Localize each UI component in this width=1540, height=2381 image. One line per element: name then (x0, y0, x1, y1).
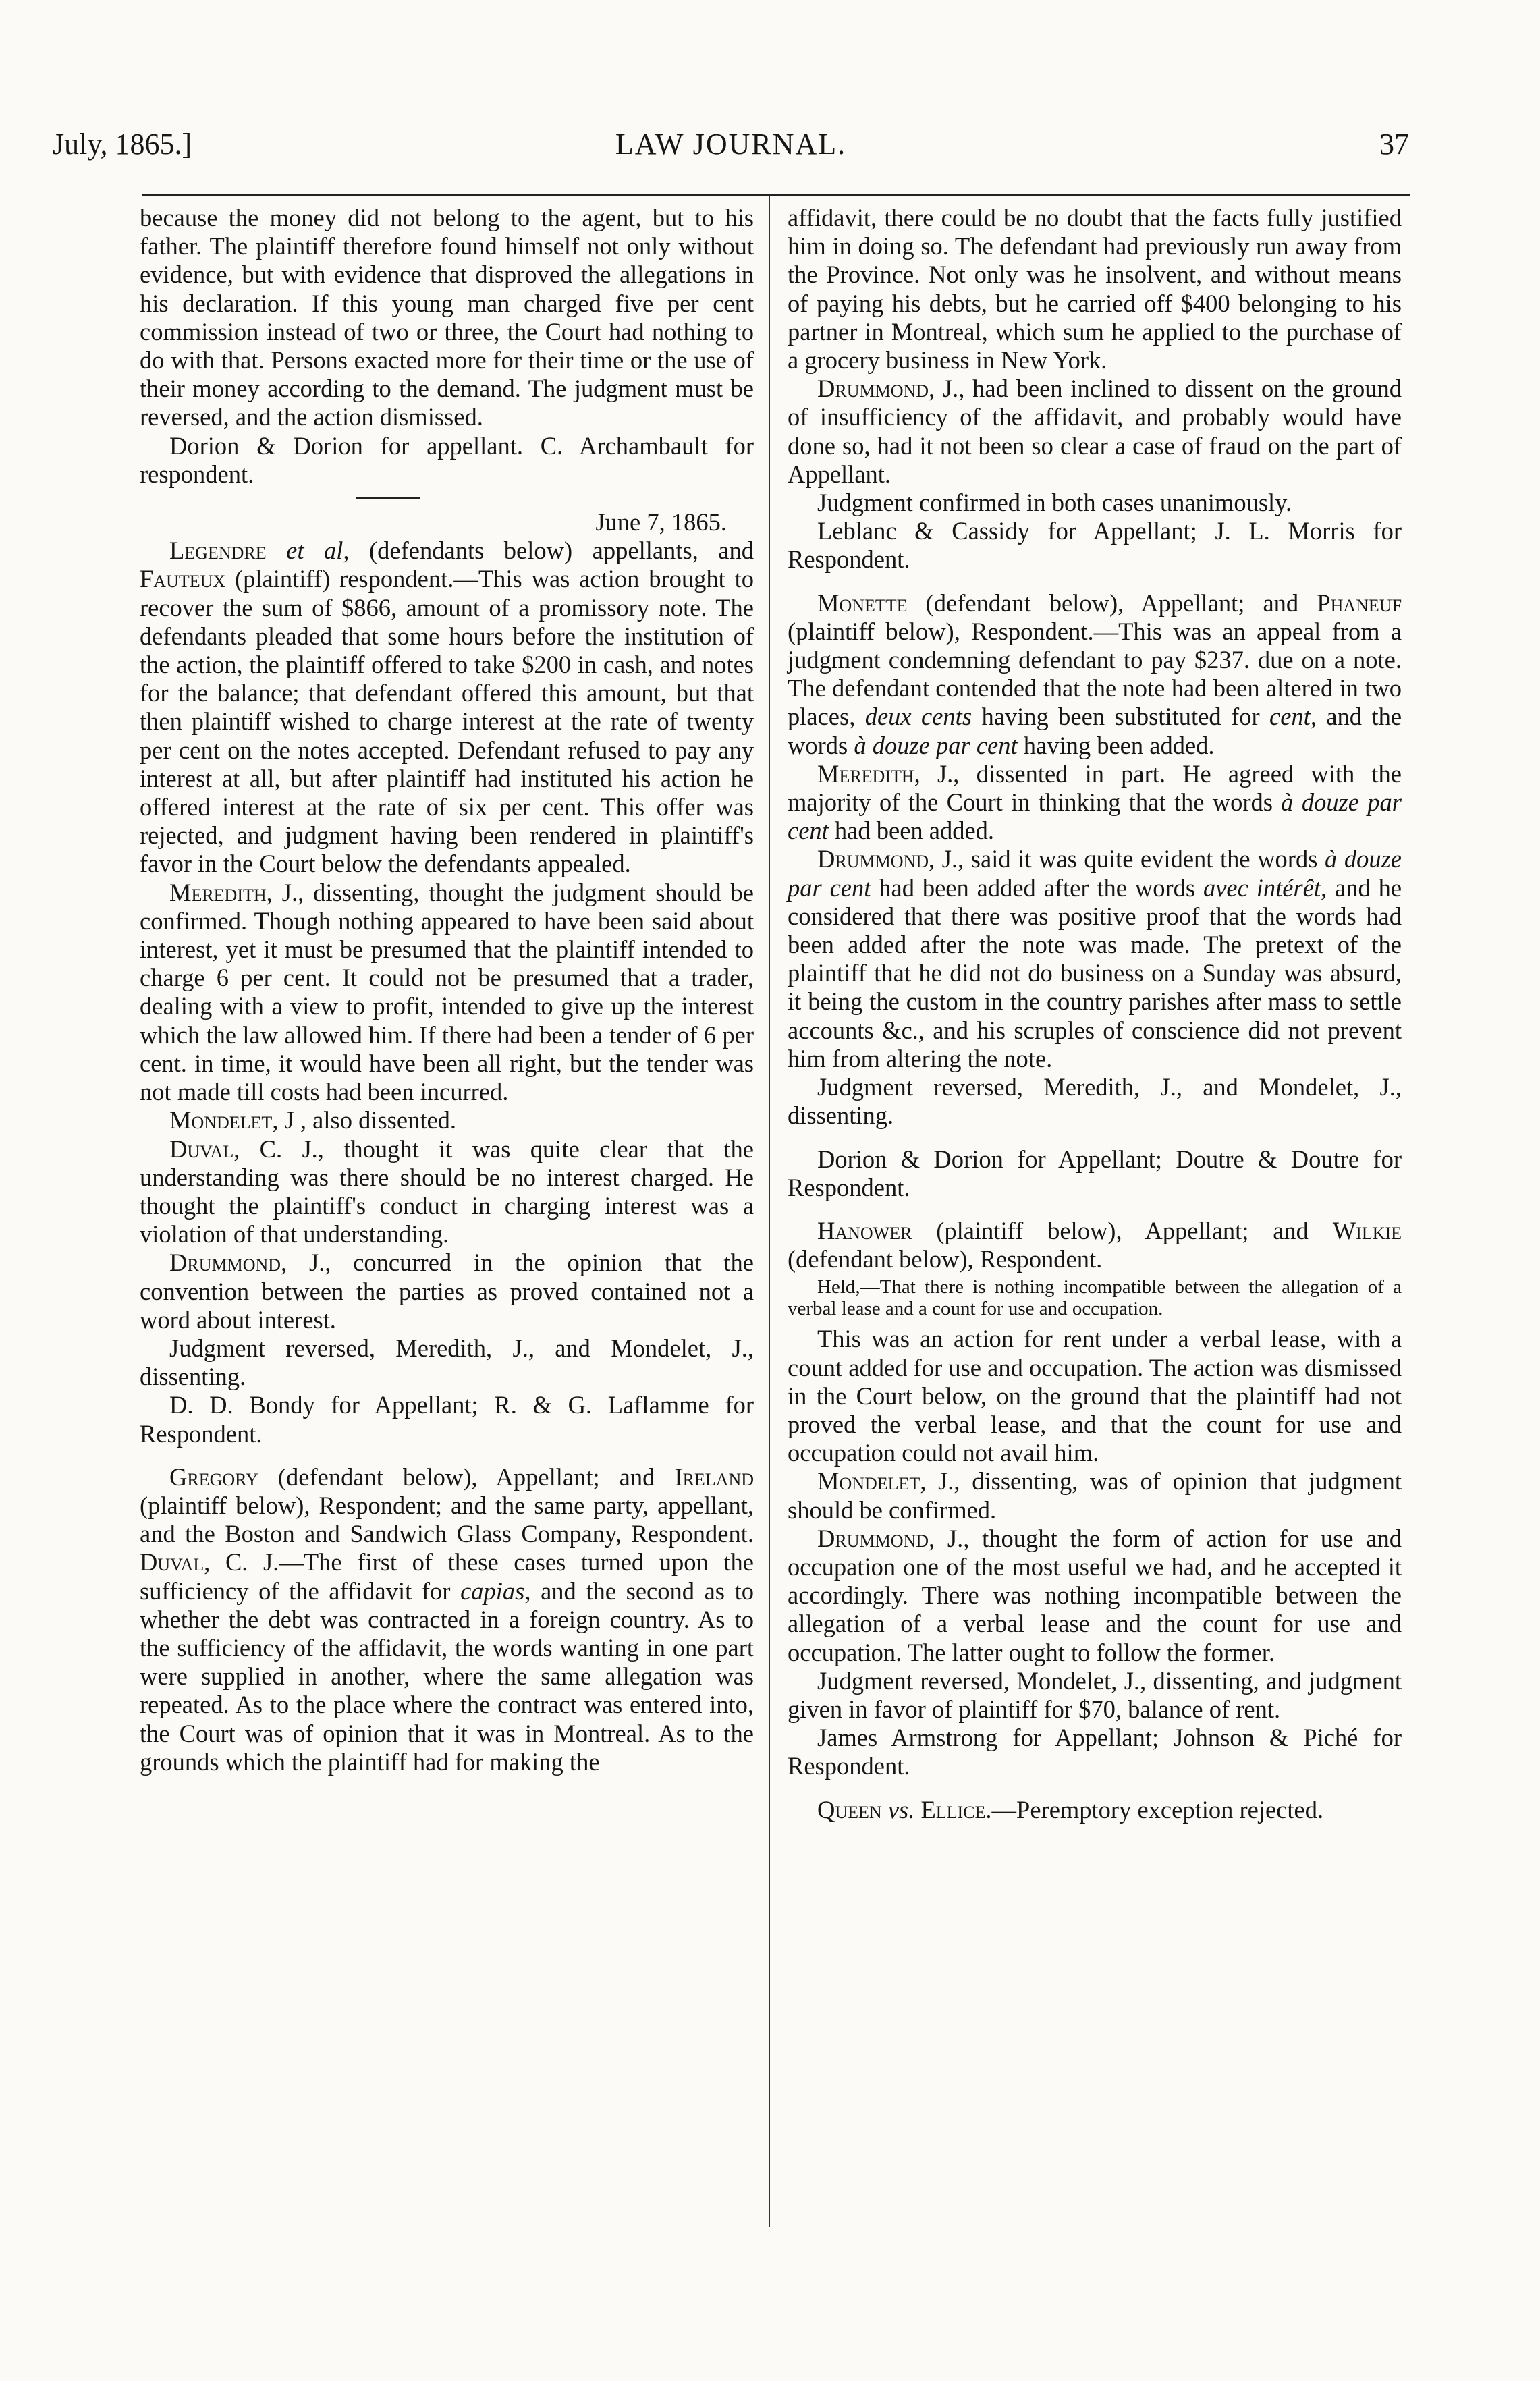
italic-text: cent, (1269, 703, 1317, 731)
judge-name: Meredith (169, 878, 267, 906)
case-text: (defendant below), Respondent. (788, 1245, 1103, 1274)
counsel-line: Dorion & Dorion for Appellant; Doutre & Doutre for Respondent. (788, 1145, 1402, 1201)
opinion-mondelet (140, 1106, 754, 1134)
case-text: and the words (788, 703, 1402, 759)
opinion-text: , C. J., thought it was quite clear that the understanding was there should be no interest charged. He thought the plaintiff's conduct in charging interest was a violation of that understanding. (140, 1134, 754, 1249)
party-name: Ireland (674, 1462, 754, 1491)
counsel-line: Leblanc & Cassidy for Appellant; J. L. Morris for Respondent. (788, 517, 1402, 574)
case-text: (plaintiff below), Respondent; and the same party, appellant, and the Boston and Sandwich Glass Company, Respondent. (140, 1491, 754, 1548)
case-text: having been substituted for (981, 703, 1260, 731)
opinion-text: and he considered that there was positive proof that the words had been added after the note was made. The pretext of the plaintiff that he did not do business on a Sunday was absurd, it being the custom in the country parishes after mass to settle accounts &c., and his scruples of conscience did not prevent him from altering the note. (788, 873, 1402, 1072)
judge-name: Drummond (817, 845, 929, 873)
opinion-meredith (788, 760, 1402, 846)
opinion-text: , J., thought the form of action for use and occupation one of the most useful we had, and he accepted it accordingly. There was nothing incompatible between the allegation of a verbal lease and the count for use and occupation. The latter ought to follow the former. (788, 1524, 1402, 1666)
judge-name: Mondelet (817, 1467, 920, 1496)
italic-text: et al, (286, 537, 350, 565)
opinion-text: , J., concurred in the opinion that the convention between the parties as proved contained not a word about interest. (140, 1249, 754, 1334)
party-name: Monette (817, 589, 908, 617)
party-name: Fauteux (140, 565, 226, 593)
counsel-line: D. D. Bondy for Appellant; R. & G. Laflamme for Respondent. (140, 1391, 754, 1448)
case-legendre (140, 537, 754, 878)
running-header (53, 127, 1409, 181)
opinion-drummond (788, 1525, 1402, 1667)
judge-name: Drummond (169, 1249, 281, 1277)
case-text: (plaintiff below), Respondent.—This was an appeal from a judgment condemning defendant to pay $237. due on a note. The defendant contended that the note had been altered in two places, (788, 617, 1402, 731)
italic-text: vs. (887, 1795, 915, 1824)
case-text: (plaintiff) respondent.—This was action brought to recover the sum of $866, amount of a promissory note. The defendants pleaded that some hours before the institution of the action, the plaintiff offered to take $200 in cash, and notes for the balance; that defendant offered this amount, but that then plaintiff wished to charge interest at the rate of twenty per cent on the notes accepted. Defendant refused to pay any interest at all, but after plaintiff had instituted his action he offered interest at the rate of six per cent. This offer was rejected, and judgment having been rendered in plaintiff's favor in the Court below the defendants appealed. (140, 565, 754, 878)
page-number: 37 (1379, 128, 1409, 161)
italic-text: à douze par cent (854, 731, 1018, 759)
case-hanower (788, 1217, 1402, 1274)
opinion-mondelet (788, 1467, 1402, 1524)
opinion-text: , J , also dissented. (272, 1106, 457, 1134)
judgment-line: Judgment reversed, Meredith, J., and Mondelet, J., dissenting. (788, 1073, 1402, 1130)
case-text: , and the second as to whether the debt was contracted in a foreign country. As to the sufficiency of the affidavit, the words wanting in one part were supplied in another, where the same allegation was repeated. As to the place where the contract was entered into, the Court was of opinion that it was in Montreal. As to the grounds which the plaintiff had for making the (140, 1577, 754, 1776)
party-name: Hanower (817, 1216, 912, 1244)
header-title: LAW JOURNAL. (615, 128, 847, 161)
judgment-line: Judgment confirmed in both cases unanimously. (817, 489, 1292, 517)
judge-name: Duval (169, 1134, 234, 1163)
opinion-duval (140, 1135, 754, 1249)
judge-name: Drummond (817, 375, 929, 403)
opinion-meredith (140, 879, 754, 1107)
italic-text: à douze par cent (788, 845, 1402, 902)
case-text: (defendant below), Appellant; and (277, 1462, 655, 1491)
case-text: having been added. (1023, 731, 1215, 759)
case-queen (788, 1796, 1402, 1824)
party-name: Queen (817, 1795, 882, 1824)
judge-name: Duval (140, 1548, 204, 1577)
party-name: Legendre (169, 537, 267, 565)
column-divider (769, 196, 770, 2227)
headnote: Held,—That there is nothing incompatible between the allegation of a verbal lease and a count for use and occupation. (788, 1276, 1402, 1320)
italic-text: avec intérêt, (1203, 873, 1327, 902)
opinion-text: , J., had been inclined to dissent on the ground of insufficiency of the affidavit, and probably would have done so, had it not been so clear a case of fraud on the part of Appellant. (788, 375, 1402, 488)
counsel-line: James Armstrong for Appellant; Johnson & Piché for Respondent. (788, 1724, 1402, 1780)
case-text: .—Peremptory exception rejected. (985, 1795, 1324, 1824)
case-text: (defendant below), Appellant; and (925, 589, 1299, 617)
judge-name: Drummond (817, 1524, 929, 1552)
party-name: Ellice (920, 1795, 986, 1824)
paragraph-continued: affidavit, there could be no doubt that the facts fully justified him in doing so. The defendant had previously run away from the Province. Not only was he insolvent, and without means of paying his debts, but he carried off $400 belonging to his partner in Montreal, which sum he applied to the purchase of a grocery business in New York. (788, 204, 1402, 375)
left-column (140, 204, 754, 1776)
party-name: Gregory (169, 1462, 258, 1491)
section-dash (356, 497, 420, 499)
judgment-line: Judgment reversed, Meredith, J., and Mondelet, J., dissenting. (140, 1334, 754, 1391)
header-date: July, 1865.] (53, 128, 192, 161)
case-gregory (140, 1463, 754, 1776)
case-text: (plaintiff below), Appellant; and (936, 1216, 1309, 1244)
case-text: , C. J.—The first of these cases turned upon the sufficiency of the affidavit for (140, 1548, 754, 1605)
header-rule (142, 194, 1410, 196)
case-monette (788, 589, 1402, 760)
opinion-drummond (788, 375, 1402, 489)
right-column (788, 204, 1402, 1824)
judge-name: Meredith (817, 759, 914, 788)
opinion-text: had been added after the words (879, 873, 1196, 902)
case-date: June 7, 1865. (595, 508, 727, 537)
counsel-line: Dorion & Dorion for appellant. C. Archambault for respondent. (140, 431, 754, 488)
judgment-line: Judgment reversed, Mondelet, J., dissenting, and judgment given in favor of plaintiff for $70, balance of rent. (788, 1666, 1402, 1723)
party-name: Phaneuf (1317, 589, 1402, 617)
party-name: Wilkie (1332, 1216, 1402, 1244)
opinion-text: , J., dissented in part. He agreed with the majority of the Court in thinking that the words (788, 759, 1402, 817)
italic-text: à douze par cent (788, 788, 1402, 845)
case-text: (defendants below) appellants, and (369, 537, 754, 565)
opinion-text: , J., dissenting, thought the judgment should be confirmed. Though nothing appeared to have been said about interest, yet it must be presumed that the plaintiff intended to charge 6 per cent. It could not be presumed that a trader, dealing with a view to profit, intended to give up the interest which the law allowed him. If there had been a tender of 6 per cent. in time, it would have been all right, but the tender was not made till costs had been incurred. (140, 878, 754, 1106)
case-text: This was an action for rent under a verbal lease, with a count added for use and occupation. The action was dismissed in the Court below, on the ground that the plaintiff had not proved the verbal lease, and that the count for use and occupation could not avail him. (788, 1325, 1402, 1467)
judge-name: Mondelet (169, 1106, 273, 1134)
opinion-text: , J., said it was quite evident the words (929, 845, 1318, 873)
italic-text: capias (460, 1577, 525, 1605)
italic-text: deux cents (864, 703, 972, 731)
opinion-text: , J., dissenting, was of opinion that judgment should be confirmed. (788, 1467, 1402, 1524)
paragraph-continued: because the money did not belong to the agent, but to his father. The plaintiff therefore found himself not only without evidence, but with evidence that disproved the allegations in his declaration. If this young man charged five per cent commission instead of two or three, the Court had nothing to do with that. Persons exacted more for their time or the use of their money according to the demand. The judgment must be reversed, and the action dismissed. (140, 204, 754, 431)
opinion-drummond (140, 1249, 754, 1334)
opinion-text: had been added. (834, 817, 995, 845)
opinion-drummond (788, 845, 1402, 1073)
